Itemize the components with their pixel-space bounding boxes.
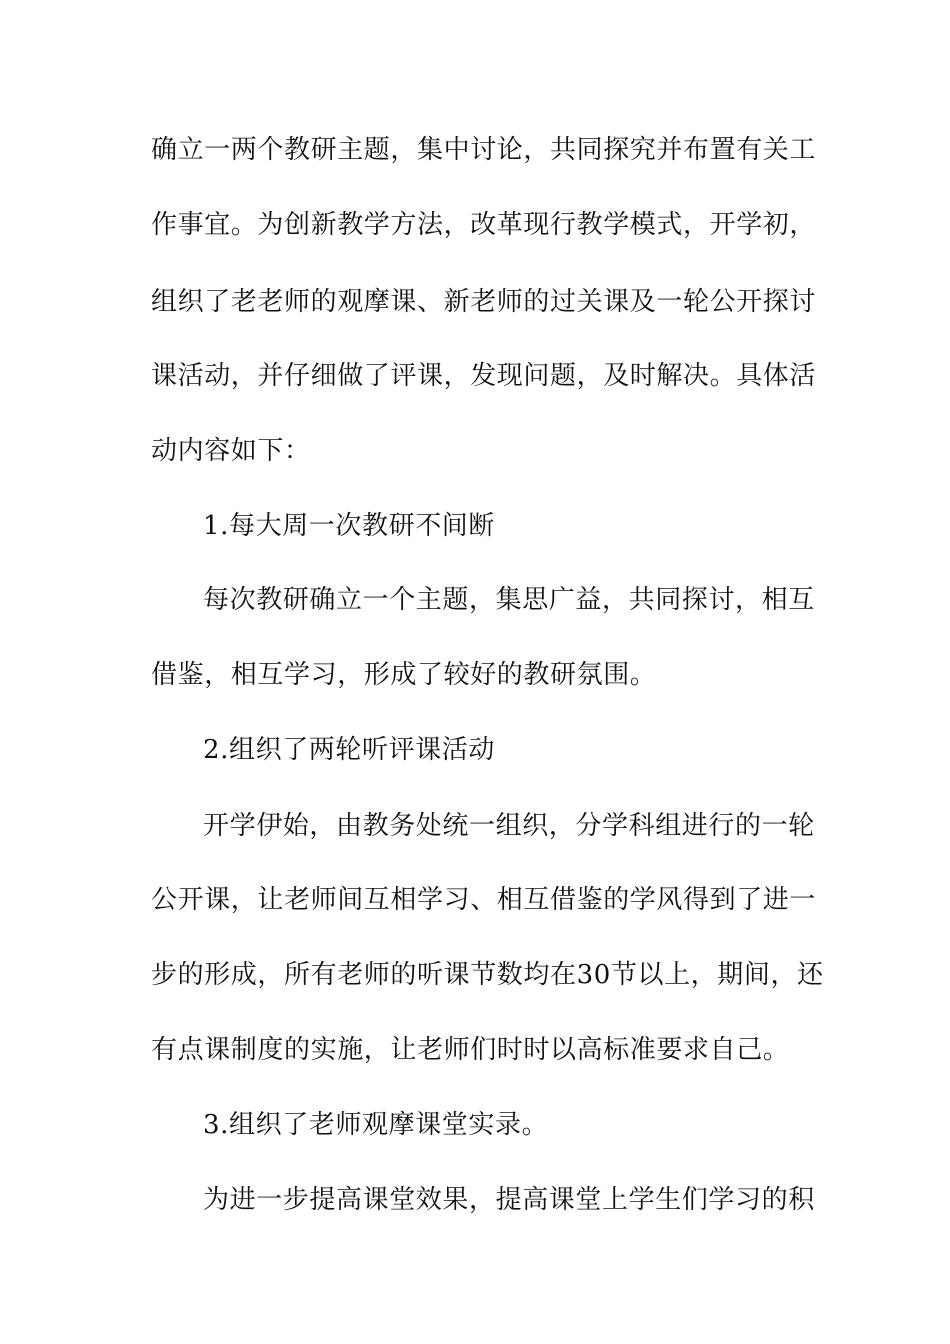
paragraph-line: 借鉴，相互学习，形成了较好的教研氛围。 [151,660,657,690]
paragraph-line: 组织了老老师的观摩课、新老师的过关课及一轮公开探讨 [151,287,817,317]
paragraph-line: 开学伊始，由教务处统一组织，分学科组进行的一轮 [203,811,815,841]
section-heading-3: 3.组织了老师观摩课堂实录。 [203,1110,549,1140]
paragraph-line: 课活动，并仔细做了评课，发现问题，及时解决。具体活 [151,361,817,391]
paragraph-line: 公开课，让老师间互相学习、相互借鉴的学风得到了进一 [151,885,817,915]
paragraph-line: 步的形成，所有老师的听课节数均在30节以上，期间，还 [151,960,824,990]
paragraph-line: 有点课制度的实施，让老师们时时以高标准要求自己。 [151,1035,790,1065]
paragraph-line: 确立一两个教研主题，集中讨论，共同探究并布置有关工 [151,135,817,165]
paragraph-line: 每次教研确立一个主题，集思广益，共同探讨，相互 [203,585,815,615]
section-heading-2: 2.组织了两轮听评课活动 [203,735,496,765]
paragraph-line: 作事宜。为创新教学方法，改革现行教学模式，开学初， [151,210,817,240]
paragraph-line: 为进一步提高课堂效果，提高课堂上学生们学习的积 [203,1185,815,1215]
paragraph-line: 动内容如下： [151,436,311,466]
section-heading-1: 1.每大周一次教研不间断 [203,511,496,541]
